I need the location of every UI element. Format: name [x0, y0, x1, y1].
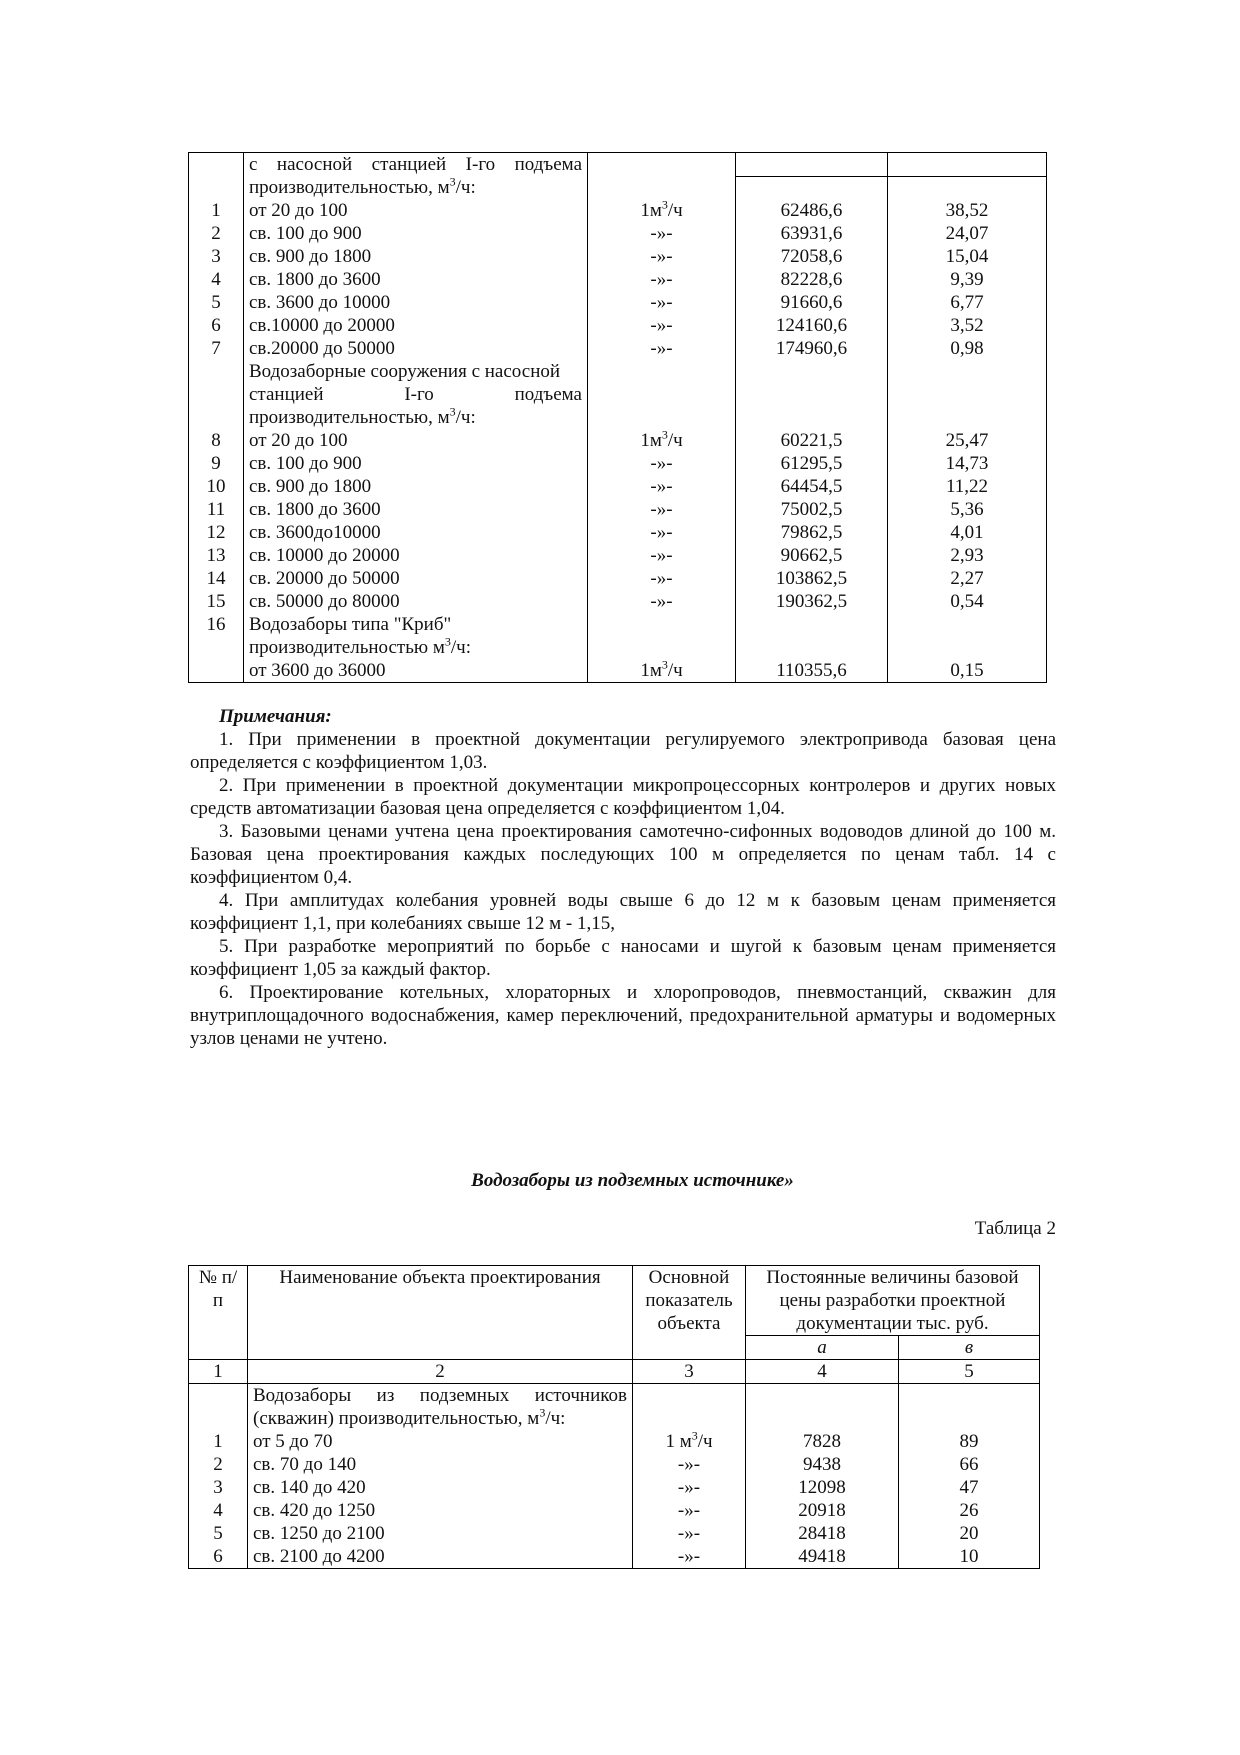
cell-a: 7828 [746, 1430, 899, 1453]
cell-n [189, 383, 244, 406]
cell-b [888, 383, 1047, 406]
cell-a [746, 1384, 899, 1408]
cell-unit [588, 176, 736, 199]
cell-a: 90662,5 [736, 544, 888, 567]
cell-name: св. 140 до 420 [248, 1476, 633, 1499]
cell-n: 2 [189, 1453, 248, 1476]
cell-unit [633, 1407, 746, 1430]
colnum: 2 [248, 1360, 633, 1384]
cell-n: 1 [189, 199, 244, 222]
table-row [189, 636, 1047, 659]
cell-unit: -»- [588, 291, 736, 314]
cell-n: 14 [189, 567, 244, 590]
cell-a: 79862,5 [736, 521, 888, 544]
cell-name: св. 100 до 900 [244, 452, 588, 475]
table-row [189, 544, 1047, 567]
header-b: в [899, 1336, 1040, 1360]
cell-a [746, 1407, 899, 1430]
cell-unit: -»- [588, 222, 736, 245]
cell-b: 0,54 [888, 590, 1047, 613]
header-name: Наименование объекта проектирования [248, 1266, 633, 1360]
cell-b: 26 [899, 1499, 1040, 1522]
notes-title: Примечания: [219, 706, 332, 727]
cell-unit [588, 360, 736, 383]
cell-unit: -»- [588, 268, 736, 291]
cell-b: 0,15 [888, 659, 1047, 683]
cell-n [189, 153, 244, 177]
table-row [189, 1407, 1040, 1430]
cell-b: 11,22 [888, 475, 1047, 498]
colnum: 3 [633, 1360, 746, 1384]
cell-n: 5 [189, 1522, 248, 1545]
cell-name: св. 2100 до 4200 [248, 1545, 633, 1569]
cell-unit [588, 406, 736, 429]
table-row [189, 245, 1047, 268]
cell-name: св. 900 до 1800 [244, 475, 588, 498]
cell-a: 82228,6 [736, 268, 888, 291]
cell-n [189, 1384, 248, 1408]
cell-a [736, 406, 888, 429]
cell-b [888, 406, 1047, 429]
cell-a [736, 383, 888, 406]
cell-n: 7 [189, 337, 244, 360]
table-row [189, 475, 1047, 498]
cell-name: св. 3600до10000 [244, 521, 588, 544]
cell-a [736, 153, 888, 177]
table-2-body [189, 1384, 1040, 1569]
cell-unit: -»- [588, 314, 736, 337]
cell-name: станцией I-го подъема [244, 383, 588, 406]
cell-n: 8 [189, 429, 244, 452]
cell-a: 124160,6 [736, 314, 888, 337]
cell-unit [588, 153, 736, 177]
cell-unit: -»- [588, 245, 736, 268]
cell-name: от 20 до 100 [244, 199, 588, 222]
cell-unit: -»- [588, 452, 736, 475]
cell-b [899, 1384, 1040, 1408]
cell-b [888, 360, 1047, 383]
cell-unit [588, 613, 736, 636]
cell-b [888, 153, 1047, 177]
cell-b [888, 176, 1047, 199]
table-row [189, 176, 1047, 199]
cell-a: 72058,6 [736, 245, 888, 268]
table-1-body [189, 153, 1047, 683]
cell-unit: -»- [633, 1499, 746, 1522]
cell-unit: $1м^3/ч$ [588, 429, 736, 452]
table-row [189, 1453, 1040, 1476]
cell-n: 5 [189, 291, 244, 314]
cell-b: 47 [899, 1476, 1040, 1499]
cell-n: 4 [189, 1499, 248, 1522]
cell-b: 24,07 [888, 222, 1047, 245]
cell-b: 10 [899, 1545, 1040, 1569]
note-item: 1. При применении в проектной документации регулируемого электропривода базовая цена определяется с коэффициентом 1,03. [190, 729, 1056, 773]
cell-n: 3 [189, 245, 244, 268]
cell-name: Водозаборы типа "Криб" [244, 613, 588, 636]
cell-a [736, 360, 888, 383]
table-row [189, 383, 1047, 406]
note-item: 2. При применении в проектной документации микропроцессорных контролеров и других новых средств автоматизации базовая цена определяется с коэффициентом 1,04. [190, 775, 1056, 819]
header-number: № п/п [189, 1266, 248, 1360]
cell-a: 75002,5 [736, 498, 888, 521]
cell-unit: -»- [588, 475, 736, 498]
cell-b: 38,52 [888, 199, 1047, 222]
table-row [189, 613, 1047, 636]
cell-name: св. 10000 до 20000 [244, 544, 588, 567]
cell-b: 25,47 [888, 429, 1047, 452]
cell-name: Водозаборные сооружения с насосной [244, 360, 588, 383]
note-item: 6. Проектирование котельных, хлораторных и хлоропроводов, пневмостанций, скважин для внутриплощадочного водоснабжения, камер переключений, предохранительной арматуры и водомерных узлов ценами не учтено. [190, 982, 1056, 1049]
note-item: 3. Базовыми ценами учтена цена проектирования самотечно-сифонных водоводов длиной до 100 м. Базовая цена проектирования каждых последующих 100 м определяется по ценам табл. 14 с коэффициентом 0,4. [190, 821, 1056, 888]
cell-unit: -»- [588, 567, 736, 590]
table-row [189, 1384, 1040, 1408]
note-item: 5. При разработке мероприятий по борьбе с наносами и шугой к базовым ценам применяется коэффициент 1,05 за каждый фактор. [190, 936, 1056, 980]
cell-a [736, 636, 888, 659]
cell-a: 110355,6 [736, 659, 888, 683]
cell-a: 174960,6 [736, 337, 888, 360]
cell-n: 4 [189, 268, 244, 291]
cell-b: 0,98 [888, 337, 1047, 360]
colnum: 5 [899, 1360, 1040, 1384]
cell-name: св.10000 до 20000 [244, 314, 588, 337]
cell-n: 11 [189, 498, 244, 521]
cell-name: св. 1800 до 3600 [244, 498, 588, 521]
cell-unit: -»- [633, 1522, 746, 1545]
cell-a: 12098 [746, 1476, 899, 1499]
cell-b: 6,77 [888, 291, 1047, 314]
cell-name: св. 1800 до 3600 [244, 268, 588, 291]
cell-a: 9438 [746, 1453, 899, 1476]
cell-name: св. 900 до 1800 [244, 245, 588, 268]
cell-b [888, 613, 1047, 636]
notes [190, 705, 1056, 1050]
cell-unit: -»- [633, 1453, 746, 1476]
cell-name: производительностью, $м^3/ч$: [244, 176, 588, 199]
cell-unit: -»- [588, 544, 736, 567]
cell-a [736, 176, 888, 199]
cell-unit: -»- [588, 498, 736, 521]
cell-b: 89 [899, 1430, 1040, 1453]
cell-a: 62486,6 [736, 199, 888, 222]
header-const: Постоянные величины базовой цены разработки проектной документации тыс. руб. [746, 1266, 1040, 1336]
cell-n: 13 [189, 544, 244, 567]
cell-name: от 5 до 70 [248, 1430, 633, 1453]
table-row [189, 659, 1047, 683]
cell-name: св. 420 до 1250 [248, 1499, 633, 1522]
cell-name: от 20 до 100 [244, 429, 588, 452]
table-2-header-row [189, 1266, 1040, 1336]
cell-b: 15,04 [888, 245, 1047, 268]
cell-n [189, 1407, 248, 1430]
table-row [189, 153, 1047, 177]
table-1 [188, 152, 1047, 683]
table-row [189, 360, 1047, 383]
cell-n [189, 659, 244, 683]
cell-name: от 3600 до 36000 [244, 659, 588, 683]
cell-a: 64454,5 [736, 475, 888, 498]
cell-unit: -»- [633, 1545, 746, 1569]
cell-n [189, 406, 244, 429]
colnum: 4 [746, 1360, 899, 1384]
table-row [189, 291, 1047, 314]
cell-a: 91660,6 [736, 291, 888, 314]
cell-n: 6 [189, 314, 244, 337]
table-row [189, 406, 1047, 429]
cell-b: 5,36 [888, 498, 1047, 521]
table-row [189, 199, 1047, 222]
cell-b [888, 636, 1047, 659]
section-title: Водозаборы из подземных источнике» [471, 1170, 794, 1191]
cell-name: (скважин) производительностью, $м^3/ч$: [248, 1407, 633, 1430]
cell-a: 190362,5 [736, 590, 888, 613]
header-unit: Основной показатель объекта [633, 1266, 746, 1360]
cell-a: 28418 [746, 1522, 899, 1545]
cell-b: 3,52 [888, 314, 1047, 337]
table-row [189, 268, 1047, 291]
cell-name: производительностью, $м^3/ч$: [244, 406, 588, 429]
table-row [189, 337, 1047, 360]
cell-unit: -»- [588, 521, 736, 544]
table-row [189, 1476, 1040, 1499]
table-row [189, 1522, 1040, 1545]
table-row [189, 222, 1047, 245]
table-row [189, 567, 1047, 590]
cell-a: 20918 [746, 1499, 899, 1522]
table-row [189, 1545, 1040, 1569]
cell-name: св. 1250 до 2100 [248, 1522, 633, 1545]
cell-n: 1 [189, 1430, 248, 1453]
table-2 [188, 1265, 1040, 1569]
cell-a [736, 613, 888, 636]
cell-name: производительностью $м^3/ч$: [244, 636, 588, 659]
cell-n: 2 [189, 222, 244, 245]
cell-name: св. 100 до 900 [244, 222, 588, 245]
cell-a: 103862,5 [736, 567, 888, 590]
table-row [189, 1430, 1040, 1453]
note-item: 4. При амплитудах колебания уровней воды свыше 6 до 12 м к базовым ценам применяется коэффициент 1,1, при колебаниях свыше 12 м - 1,15, [190, 890, 1056, 934]
cell-n: 3 [189, 1476, 248, 1499]
cell-a: 60221,5 [736, 429, 888, 452]
cell-name: св.20000 до 50000 [244, 337, 588, 360]
cell-unit: -»- [588, 337, 736, 360]
cell-n: 15 [189, 590, 244, 613]
cell-n: 12 [189, 521, 244, 544]
cell-n [189, 176, 244, 199]
cell-name: св. 3600 до 10000 [244, 291, 588, 314]
cell-n: 9 [189, 452, 244, 475]
cell-unit: -»- [633, 1476, 746, 1499]
cell-b: 14,73 [888, 452, 1047, 475]
cell-a: 49418 [746, 1545, 899, 1569]
cell-b: 2,27 [888, 567, 1047, 590]
cell-b: 66 [899, 1453, 1040, 1476]
cell-unit: $1м^3/ч$ [588, 659, 736, 683]
table-row [189, 1499, 1040, 1522]
table-row [189, 314, 1047, 337]
cell-name: Водозаборы из подземных источников [248, 1384, 633, 1408]
cell-n: 6 [189, 1545, 248, 1569]
cell-unit: -»- [588, 590, 736, 613]
cell-unit: $1м^3/ч$ [588, 199, 736, 222]
cell-n [189, 360, 244, 383]
cell-n: 16 [189, 613, 244, 636]
cell-unit [588, 636, 736, 659]
cell-name: св. 50000 до 80000 [244, 590, 588, 613]
cell-unit [588, 383, 736, 406]
cell-b [899, 1407, 1040, 1430]
table-row [189, 429, 1047, 452]
cell-b: 4,01 [888, 521, 1047, 544]
cell-n [189, 636, 244, 659]
table-2-colnum-row [189, 1360, 1040, 1384]
table-row [189, 498, 1047, 521]
cell-b: 9,39 [888, 268, 1047, 291]
cell-name: с насосной станцией I-го подъема [244, 153, 588, 177]
cell-b: 2,93 [888, 544, 1047, 567]
cell-n: 10 [189, 475, 244, 498]
cell-a: 63931,6 [736, 222, 888, 245]
cell-unit: 1 $м^3/ч$ [633, 1430, 746, 1453]
cell-a: 61295,5 [736, 452, 888, 475]
cell-b: 20 [899, 1522, 1040, 1545]
header-a: а [746, 1336, 899, 1360]
cell-name: св. 20000 до 50000 [244, 567, 588, 590]
table-row [189, 521, 1047, 544]
table-row [189, 590, 1047, 613]
cell-name: св. 70 до 140 [248, 1453, 633, 1476]
cell-unit [633, 1384, 746, 1408]
table-row [189, 452, 1047, 475]
colnum: 1 [189, 1360, 248, 1384]
table-label: Таблица 2 [974, 1218, 1056, 1239]
